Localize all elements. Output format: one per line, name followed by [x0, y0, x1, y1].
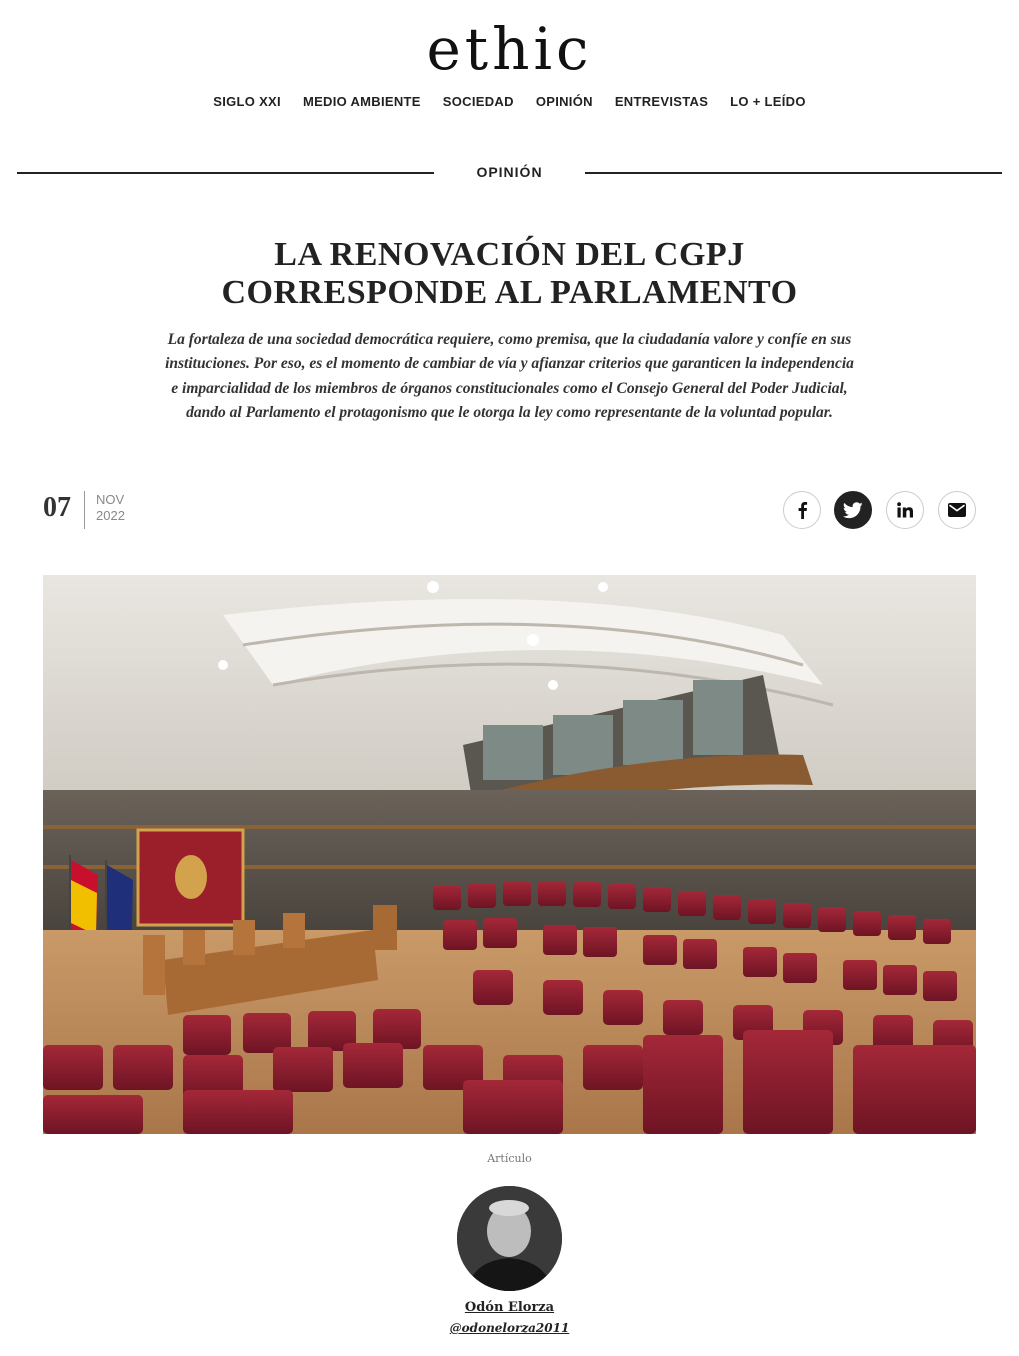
share-linkedin-button[interactable] [886, 491, 924, 529]
nav-item-opinion[interactable]: OPINIÓN [535, 94, 593, 109]
site-logo[interactable]: ethic [426, 15, 593, 83]
share-facebook-button[interactable] [783, 491, 821, 529]
article-type-label: Artículo [487, 1152, 532, 1165]
article-title [150, 236, 869, 312]
nav-item-medio-ambiente[interactable]: MEDIO AMBIENTE [302, 94, 421, 109]
nav-item-siglo-xxi[interactable]: SIGLO XXI [213, 94, 281, 109]
twitter-icon [843, 502, 863, 519]
article-dek: La fortaleza de una sociedad democrática requiere, como premisa, que la ciudadanía valore y confíe en sus instituciones. Por eso, es el momento de cambiar de vía y afianzar criterios que garanticen la independencia e imparcialidad de los miembros de órganos constitucionales como el Consejo General del Poder Judicial, dando al Parlamento el protagonismo que le otorga la ley como representante de la voluntad popular. [165, 331, 854, 422]
author-handle-link[interactable]: @odonelorza2011 [449, 1321, 570, 1335]
nav-item-lo-mas-leido[interactable]: LO + LEÍDO [730, 94, 806, 109]
article-title-line1: LA RENOVACIÓN DEL CGPJ [274, 236, 745, 273]
email-icon [948, 503, 966, 517]
nav-item-entrevistas[interactable]: ENTREVISTAS [614, 94, 709, 109]
author-avatar[interactable] [457, 1186, 562, 1291]
section-divider-right [585, 172, 1002, 174]
nav-item-sociedad[interactable]: SOCIEDAD [442, 94, 514, 109]
hero-image [43, 575, 976, 1134]
linkedin-icon [897, 502, 913, 518]
section-label[interactable]: OPINIÓN [476, 164, 543, 180]
author-name-link[interactable]: Odón Elorza [464, 1300, 555, 1315]
facebook-icon [796, 501, 808, 519]
date-day: 07 [43, 492, 71, 523]
main-nav [0, 94, 1019, 109]
share-email-button[interactable] [938, 491, 976, 529]
date-month: NOV [96, 492, 125, 507]
date-year: 2022 [96, 508, 125, 523]
article-title-line2: CORRESPONDE AL PARLAMENTO [221, 274, 798, 311]
section-divider-left [17, 172, 434, 174]
share-twitter-button[interactable] [834, 491, 872, 529]
date-separator [84, 491, 85, 529]
